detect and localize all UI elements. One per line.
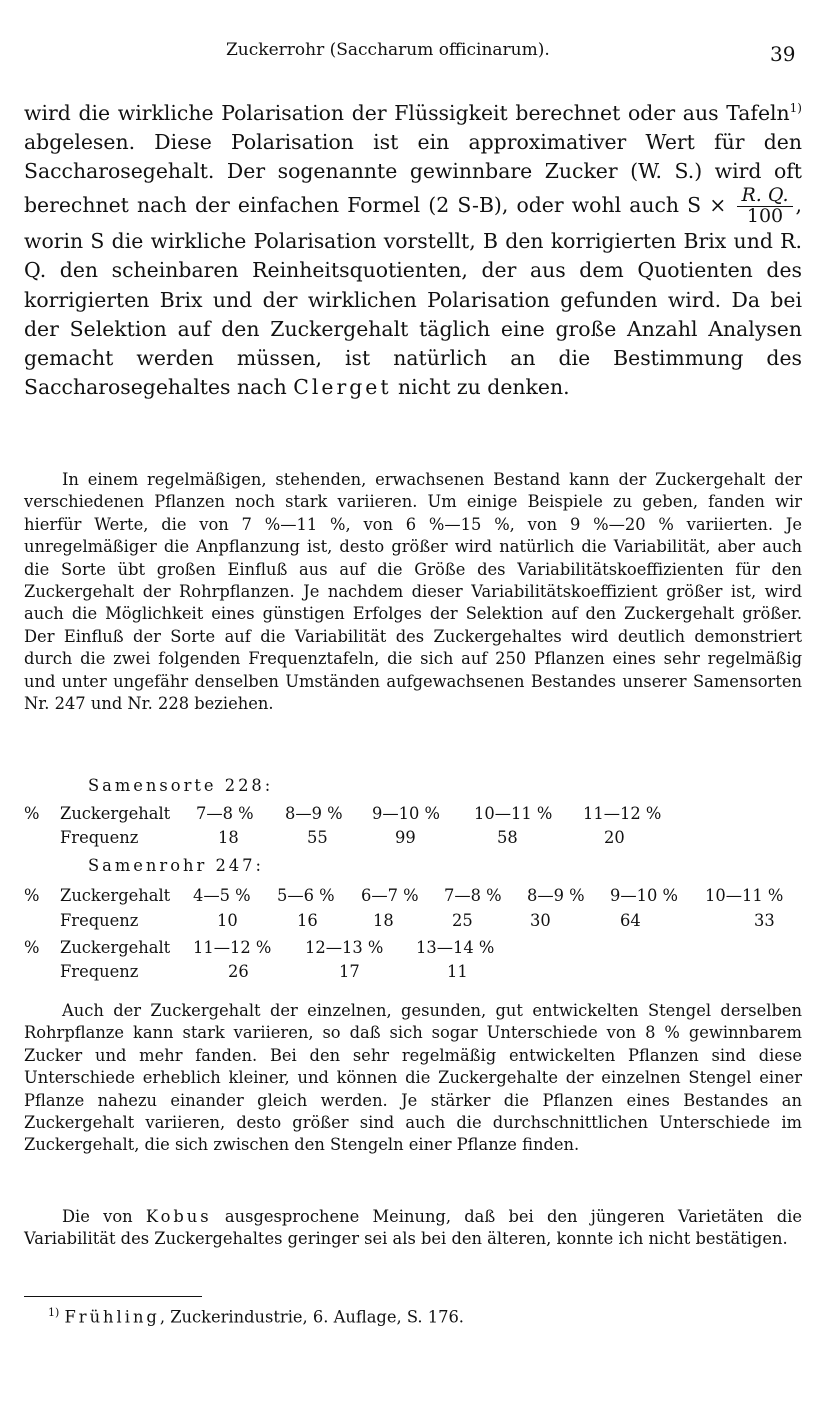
page-number: 39: [770, 42, 796, 66]
paragraph-text: Auch der Zuckergehalt der einzelnen, gesunden, gut entwickelten Stengel derselben Rohrpflanze kann stark variieren, so daß sich sogar Unterschiede von 8 % gewinnbarem Zucker und mehr fanden. Bei den sehr regelmäßig entwickelten Pflanzen sind diese Unterschiede erheblich kleiner, und können die Zuckergehalte der einzelnen Stengel einer Pflanze nahezu einander gleich werden. Je stärker die Pflanzen eines Bestandes an Zuckergehalt variieren, desto größer sind auch die durchschnittlichen Unterschiede im Zuckergehalt, die sich zwischen den Stengeln einer Pflanze finden.: [24, 1001, 802, 1155]
table-cell: 58: [497, 828, 518, 847]
percent-mark: %: [24, 938, 40, 957]
paragraph-text: abgelesen. Diese Polarisation ist ein approximativer Wert für den Saccharosegehalt. Der sogenannte gewinnbare Zucker (W. S.) wird oft berechnet nach der einfachen Formel (2 S-B), oder wohl auch S ×: [24, 130, 802, 218]
table-cell: 10—11 %: [474, 804, 553, 823]
paragraph-variability: [24, 469, 802, 715]
paragraph-text: wird die wirkliche Polarisation der Flüssigkeit berechnet oder aus Tafeln: [24, 100, 790, 125]
table-cell: 7—8 %: [444, 886, 502, 905]
author-name-clerget: Clerget: [293, 375, 392, 400]
row-label-frequenz: Frequenz: [60, 911, 139, 930]
row-label-zuckergehalt: Zuckergehalt: [60, 804, 171, 823]
table-cell: 10: [217, 911, 238, 930]
table-cell: 55: [307, 828, 328, 847]
footnote: [48, 1306, 464, 1326]
table-cell: 8—9 %: [527, 886, 585, 905]
percent-mark: %: [24, 886, 40, 905]
paragraph-polarisation: [24, 94, 802, 403]
table-cell: 12—13 %: [305, 938, 384, 957]
row-label-frequenz: Frequenz: [60, 962, 139, 981]
formula-fraction: [737, 186, 792, 227]
footnote-divider: [24, 1296, 202, 1297]
running-title: Zuckerrohr (Saccharum officinarum).: [226, 40, 550, 60]
table-cell: 9—10 %: [372, 804, 441, 823]
table-cell: 13—14 %: [416, 938, 495, 957]
table-cell: 11—12 %: [193, 938, 272, 957]
table-cell: 18: [218, 828, 239, 847]
row-label-zuckergehalt: Zuckergehalt: [60, 886, 171, 905]
author-name-kobus: Kobus: [145, 1207, 212, 1226]
paragraph-text: ausgesprochene Meinung, daß bei den jüngeren Varietäten die Variabilität des Zuckergehaltes geringer sei als bei den älteren, konnte ich nicht bestätigen.: [24, 1207, 802, 1249]
paragraph-kobus: [24, 1206, 802, 1251]
paragraph-text: Die von: [62, 1207, 146, 1226]
fraction-numerator: R. Q.: [737, 186, 792, 207]
table-cell: 8—9 %: [285, 804, 343, 823]
paragraph-stengel: [24, 1000, 802, 1157]
fraction-denominator: 100: [746, 205, 784, 228]
footnote-reference[interactable]: 1): [789, 101, 802, 115]
author-name-fruehling: Frühling: [64, 1307, 160, 1327]
paragraph-text: nicht zu denken.: [391, 375, 570, 400]
footnote-marker: 1): [48, 1306, 60, 1319]
table-label: Samensorte 228:: [88, 776, 274, 795]
table-cell: 4—5 %: [193, 886, 251, 905]
paragraph-text: , worin S die wirkliche Polarisation vorstellt, B den korrigierten Brix und R. Q. den scheinbaren Reinheitsquotienten, der aus dem Quotienten des korrigierten Brix und der wirklichen Polarisation gefunden wird. Da bei der Selektion auf den Zuckergehalt täglich eine große Anzahl Analysen gemacht werden müssen, ist natürlich an die Bestimmung des Saccharosegehaltes nach: [24, 193, 803, 400]
running-header: [0, 40, 830, 70]
table-cell: 18: [373, 911, 394, 930]
percent-mark: %: [24, 804, 40, 823]
footnote-text: , Zuckerindustrie, 6. Auflage, S. 176.: [159, 1307, 464, 1327]
table-cell: 30: [530, 911, 551, 930]
table-cell: 11: [447, 962, 468, 981]
table-cell: 26: [228, 962, 249, 981]
row-label-zuckergehalt: Zuckergehalt: [60, 938, 171, 957]
table-cell: 10—11 %: [705, 886, 784, 905]
table-cell: 5—6 %: [277, 886, 335, 905]
row-label-frequenz: Frequenz: [60, 828, 139, 847]
table-cell: 6—7 %: [361, 886, 419, 905]
table-cell: 64: [620, 911, 641, 930]
table-cell: 16: [297, 911, 318, 930]
table-cell: 25: [452, 911, 473, 930]
paragraph-text: In einem regelmäßigen, stehenden, erwachsenen Bestand kann der Zuckergehalt der verschiedenen Pflanzen noch stark variieren. Um einige Beispiele zu geben, fanden wir hierfür Werte, die von 7 %—11 %, von 6 %—15 %, von 9 %—20 % variierten. Je unregelmäßiger die Anpflanzung ist, desto größer wird natürlich die Variabilität, aber auch die Sorte übt großen Einfluß aus auf die Größe des Variabilitätskoeffizienten für den Zuckergehalt der Rohrpflanzen. Je nachdem dieser Variabilitätskoeffizient größer ist, wird auch die Möglichkeit eines günstigen Erfolges der Selektion auf den Zuckergehalt größer. Der Einfluß der Sorte auf die Variabilität des Zuckergehaltes wird deutlich demonstriert durch die zwei folgenden Frequenztafeln, die sich auf 250 Pflanzen eines sehr regelmäßig und unter ungefähr denselben Umständen aufgewachsenen Bestandes unserer Samensorten Nr. 247 und Nr. 228 beziehen.: [24, 470, 802, 714]
table-cell: 11—12 %: [583, 804, 662, 823]
table-cell: 20: [604, 828, 625, 847]
table-cell: 33: [754, 911, 775, 930]
table-cell: 17: [339, 962, 360, 981]
table-label: Samenrohr 247:: [88, 856, 265, 875]
table-cell: 7—8 %: [196, 804, 254, 823]
table-cell: 99: [395, 828, 416, 847]
table-cell: 9—10 %: [610, 886, 679, 905]
